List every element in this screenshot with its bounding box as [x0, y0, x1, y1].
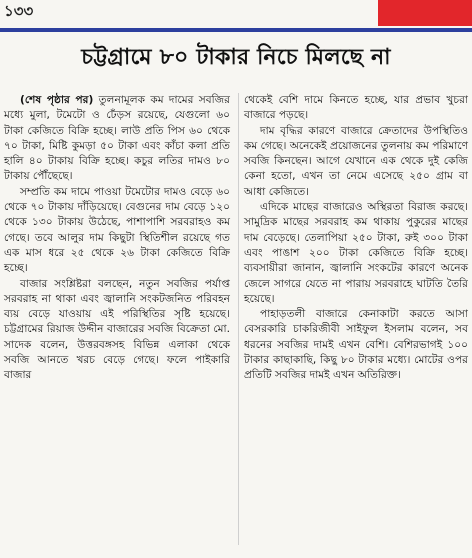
column-divider [238, 93, 239, 545]
continuation-lead: (শেষ পৃষ্ঠার পর) [20, 94, 94, 106]
paragraph-text: তুলনামূলক কম দামের সবজির মধ্যে মুলা, টমেটো ও ঢেঁড়স রয়েছে, যেগুলো ৬০ টাকা কেজিতে বিক্রি হচ্ছে। লাউ প্রতি পিস ৬০ থেকে ৭০ টাকা, মিষ্টি কুমড়া ৫০ টাকা এবং কাঁচা কলা প্রতি হালি ৪০ টাকায় বিক্রি হচ্ছে। কচুর লতির দামও ৮০ টাকায় পৌঁছেছে। [4, 94, 231, 183]
paragraph: বাজার সংশ্লিষ্টরা বলছেন, নতুন সবজির পর্যাপ্ত সরবরাহ না থাকা এবং জ্বালানি সংকটজনিত পরিবহন ব্যয় বেড়ে যাওয়ায় এই পরিস্থিতির সৃষ্টি হয়েছে। চট্টগ্রামের রিয়াজ উদ্দীন বাজারের সবজি বিক্রেতা মো. সাদেক বলেন, উত্তরবঙ্গসহ বিভিন্ন এলাকা থেকে সবজি আনতে খরচ বেড়ে গেছে। ফলে পাইকারি বাজার [4, 277, 230, 382]
top-bar [0, 0, 472, 32]
red-header-block [378, 0, 472, 26]
paragraph: সম্প্রতি কম দামে পাওয়া টমেটোর দামও বেড়ে ৬০ থেকে ৭০ টাকায় দাঁড়িয়েছে। বেগুনের দাম বেড়ে ১২০ থেকে ১৩০ টাকায় উঠেছে, পাশাপাশি সরবরাহও কম গেছে। তবে আলুর দাম কিছুটা স্থিতিশীল রয়েছে গত এক মাস ধরে ২৫ থেকে ২৬ টাকা কেজিতে বিক্রি হচ্ছে। [4, 185, 230, 275]
article-column-left [4, 93, 230, 384]
paragraph [4, 93, 230, 185]
paragraph: এদিকে মাছের বাজারেও অস্থিরতা বিরাজ করছে। সামুদ্রিক মাছের সরবরাহ কম থাকায় পুকুরের মাছের দাম বেড়েছে। তেলাপিয়া ২৫০ টাকা, রুই ৩০০ টাকা এবং পাঙাশ ২০০ টাকা কেজিতে বিক্রি হচ্ছে। ব্যবসায়ীরা জানান, জ্বালানি সংকটের কারণে অনেক জেলে সাগরে যেতে না পারায় সরবরাহে ঘাটতি তৈরি হয়েছে। [244, 201, 468, 305]
header-rule [0, 28, 472, 32]
paragraph: থেকেই বেশি দামে কিনতে হচ্ছে, যার প্রভাব খুচরা বাজারে পড়ছে। [244, 94, 468, 122]
article-headline: চট্টগ্রামে ৮০ টাকার নিচে মিলছে না [81, 44, 391, 70]
paragraph: পাহাড়তলী বাজারে কেনাকাটা করতে আসা বেসরকারি চাকরিজীবী সাইফুল ইসলাম বলেন, সব ধরনের সবজির দামই এখন বেশি। বেশিরভাগই ১০০ টাকার কাছাকাছি, কিছু ৮০ টাকার মধ্যে। মোটের ওপর প্রতিটি সবজির দামই এখন অতিরিক্ত। [244, 308, 468, 382]
paragraph: দাম বৃদ্ধির কারণে বাজারে ক্রেতাদের উপস্থিতিও কম গেছে। অনেকেই প্রয়োজনের তুলনায় কম পরিমাণে সবজি কিনছেন। আগে যেখানে এক থেকে দুই কেজি কেনা হতো, এখন তা নেমে এসেছে ২৫০ গ্রাম বা আধা কেজিতে। [244, 124, 468, 198]
page-number: ১৩৩ [4, 2, 34, 20]
article-column-right [244, 93, 468, 384]
